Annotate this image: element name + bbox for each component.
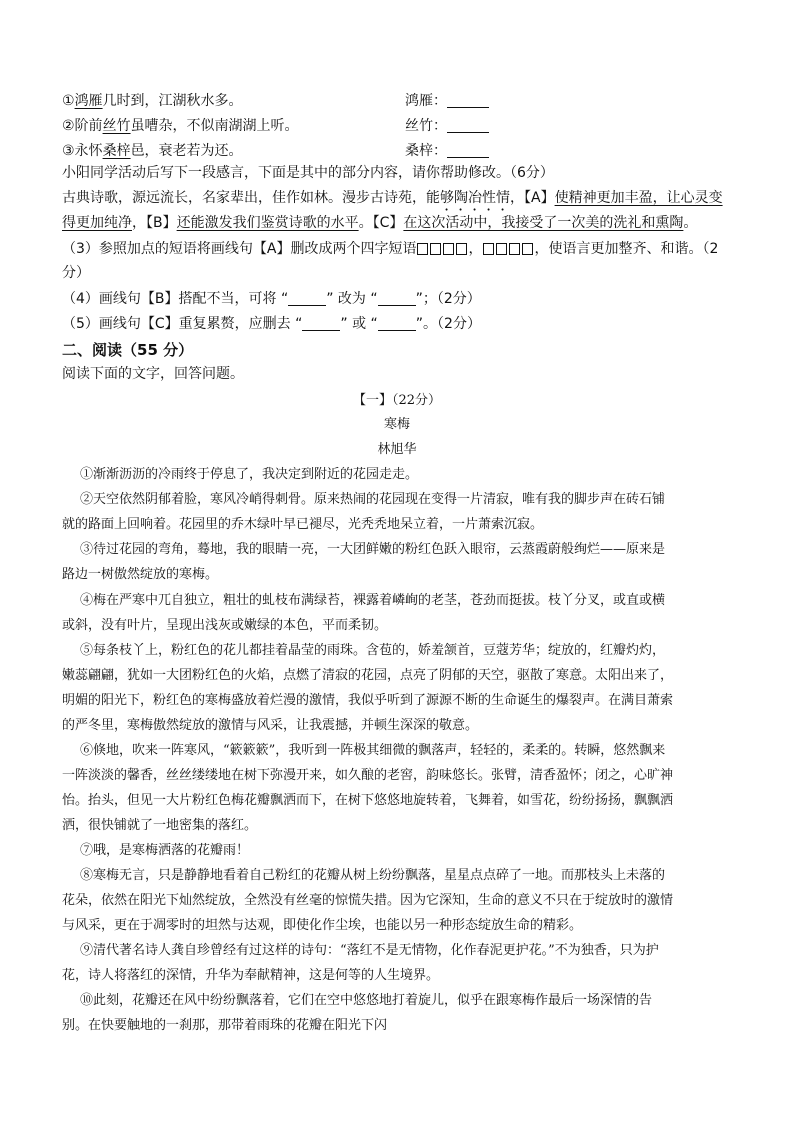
question-4 <box>62 290 738 309</box>
passage-text: 。 <box>683 215 698 231</box>
answer-blank[interactable] <box>447 118 489 133</box>
passage-line-2: 得更加纯净，【B】还能激发我们鉴赏诗歌的水平。【C】在这次活动中，我接受了一次美的洗礼和熏陶。 <box>62 215 698 231</box>
question-5 <box>62 315 738 334</box>
essay-author: 林旭华 <box>377 442 417 457</box>
essay-line: ①渐渐沥沥的冷雨终于停息了，我决定到附近的花园走走。 <box>80 467 419 482</box>
tag-c: 【C】 <box>372 215 404 231</box>
essay-line: 嫩蕊翩翩，犹如一大团粉红色的火焰，点燃了清寂的花园，点亮了阴郁的天空，驱散了寒意。太阳出来了， <box>62 668 674 683</box>
essay-line: ⑨清代著名诗人龚自珍曾经有过这样的诗句：“落红不是无情物，化作春泥更护花。”不为独香，只为护 <box>80 943 659 958</box>
essay-line: ⑧寒梅无言，只是静静地看着自己粉红的花瓣从树上纷纷飘落，星星点点碎了一地。而那枝头上未落的 <box>80 868 666 883</box>
underlined-sentence-a: 得更加纯净 <box>62 215 132 231</box>
question-3-cont: 分） <box>62 265 90 281</box>
vocab-row-2 <box>62 117 738 136</box>
vocab-word: 鸿雁 <box>74 93 103 109</box>
underlined-sentence-b: 还能激发我们鉴赏诗歌的水平 <box>176 215 359 231</box>
reading-instruction: 阅读下面的文字，回答问题。 <box>62 366 244 382</box>
vocab-pre: ③永怀 <box>62 143 103 159</box>
underlined-sentence-a: 使精神更加丰盈，让心灵变 <box>554 190 723 206</box>
question-intro: 小阳同学活动后写下一段感言，下面是其中的部分内容，请你帮助修改。（6分） <box>62 165 554 181</box>
essay-line: ⑤每条枝丫上，粉红色的花儿都挂着晶莹的雨珠。含苞的，娇羞颔首，豆蔻芳华；绽放的，红瓣灼灼， <box>80 643 666 658</box>
essay-line: ⑩此刻，花瓣还在风中纷纷飘落着，它们在空中悠悠地打着旋儿，似乎在跟寒梅作最后一场深情的告 <box>80 993 653 1008</box>
essay-line: 怡。抬头，但见一大片粉红色梅花瓣飘洒而下，在树下悠悠地旋转着，飞舞着，如雪花，纷纷扬扬，飘飘洒 <box>62 793 674 808</box>
section-heading: 二、阅读（55 分） <box>62 341 194 359</box>
vocab-post: 虽嘈杂，不似南湖湖上听。 <box>130 118 299 134</box>
essay-line: 明媚的阳光下，粉红色的寒梅盛放着烂漫的激情，我似乎听到了源源不断的生命诞生的爆裂声。在满目萧索 <box>62 693 674 708</box>
question-text: （3）参照加点的短语将画线句【A】删改成两个四字短语 <box>62 241 417 257</box>
question-text: （4）画线句【B】搭配不当，可将 “ <box>62 291 289 307</box>
essay-line: 洒，很快铺就了一地密集的落红。 <box>62 818 258 833</box>
essay-line: ③待过花园的弯角，蓦地，我的眼睛一亮，一大团鲜嫩的粉红色跃入眼帘，云蒸霞蔚般绚烂——原来是 <box>80 542 666 557</box>
essay-line: ⑥倏地，吹来一阵寒风，“簌簌簌”，我听到一阵极其细微的飘落声，轻轻的，柔柔的。转瞬，悠然飘来 <box>80 743 666 758</box>
tag-a: 【A】 <box>524 190 555 206</box>
essay-line: ④梅在严寒中兀自独立，粗壮的虬枝布满绿苔，裸露着嶙峋的老茎，苍劲而挺拔。枝丫分叉，或直或横 <box>80 593 666 608</box>
vocab-label: 丝竹： <box>405 118 447 134</box>
essay-line: 的严冬里，寒梅傲然绽放的激情与风采，让我震撼，并顿生深深的敬意。 <box>62 718 479 733</box>
question-text: ，使语言更加整齐、和谐。（2 <box>534 241 719 257</box>
essay-line: 路边一树傲然绽放的寒梅。 <box>62 567 219 582</box>
question-3: （3）参照加点的短语将画线句【A】删改成两个四字短语 ， ，使语言更加整齐、和谐。（2 <box>62 241 719 257</box>
essay-title: 寒梅 <box>383 417 410 432</box>
vocab-post: 几时到，江湖秋水多。 <box>102 93 243 109</box>
answer-blank[interactable] <box>302 316 340 331</box>
essay-line: 一阵淡淡的馨香，丝丝缕缕地在树下弥漫开来，如久酿的老窖，韵味悠长。张臂，清香盈怀；闭之，心旷神 <box>62 768 674 783</box>
essay-line: 或斜，没有叶片，呈现出浅灰或嫩绿的本色，平而柔韧。 <box>62 618 388 633</box>
essay-line: 花，诗人将落红的深情，升华为奉献精神，这是何等的人生境界。 <box>62 968 440 983</box>
essay-line: 与风采，更在于凋零时的坦然与达观，即使化作尘埃，也能以另一种形态绽放生命的精彩。 <box>62 918 583 933</box>
vocab-row-1 <box>62 92 738 111</box>
answer-blank[interactable] <box>447 93 489 108</box>
underlined-sentence-c: 在这次活动中，我接受了一次美的洗礼和熏陶 <box>403 215 684 231</box>
vocab-word: 桑梓 <box>102 143 131 159</box>
vocab-word: 丝竹 <box>102 118 131 134</box>
vocab-post: 邑，衰老若为还。 <box>130 143 243 159</box>
question-text: ” 或 “ <box>340 316 378 332</box>
question-text: ”；（2分） <box>415 291 481 307</box>
question-text: ” 改为 “ <box>326 291 378 307</box>
question-text: （5）画线句【C】重复累赘，应删去 “ <box>62 316 303 332</box>
essay-line: 别。在快要触地的一刹那，那带着雨珠的花瓣在阳光下闪 <box>62 1018 388 1033</box>
dotted-phrase: 够陶冶性情 <box>440 190 510 206</box>
essay-line: 花朵，依然在阳光下灿然绽放，全然没有丝毫的惊慌失措。因为它深知，生命的意义不只在于绽放时的激情 <box>62 893 674 908</box>
essay-line: 就的路面上回响着。花园里的乔木绿叶早已褪尽，光秃秃地呆立着，一片萧索沉寂。 <box>62 517 544 532</box>
answer-blank[interactable] <box>378 291 416 306</box>
passage-text: ， <box>510 190 524 206</box>
passage-line-1 <box>62 189 738 214</box>
tag-b: 【B】 <box>146 215 177 231</box>
answer-blank[interactable] <box>447 143 489 158</box>
vocab-label: 桑梓： <box>405 143 447 159</box>
passage-text: 古典诗歌，源远流长，名家辈出，佳作如林。漫步古诗苑，能 <box>62 190 440 206</box>
vocab-pre: ②阶前 <box>62 118 103 134</box>
essay-line: ②天空依然阴郁着脸，寒风冷峭得刺骨。原来热闹的花园现在变得一片清寂，唯有我的脚步声在砖石铺 <box>80 492 666 507</box>
vocab-row-3 <box>62 142 738 161</box>
answer-blank[interactable] <box>378 316 416 331</box>
answer-blank[interactable] <box>288 291 326 306</box>
part-heading: 【一】（22分） <box>352 393 442 408</box>
essay-line: ⑦哦，是寒梅洒落的花瓣雨！ <box>80 843 250 858</box>
vocab-label: 鸿雁： <box>405 93 447 109</box>
question-text: ”。（2分） <box>415 316 481 332</box>
vocab-pre: ① <box>62 93 75 109</box>
